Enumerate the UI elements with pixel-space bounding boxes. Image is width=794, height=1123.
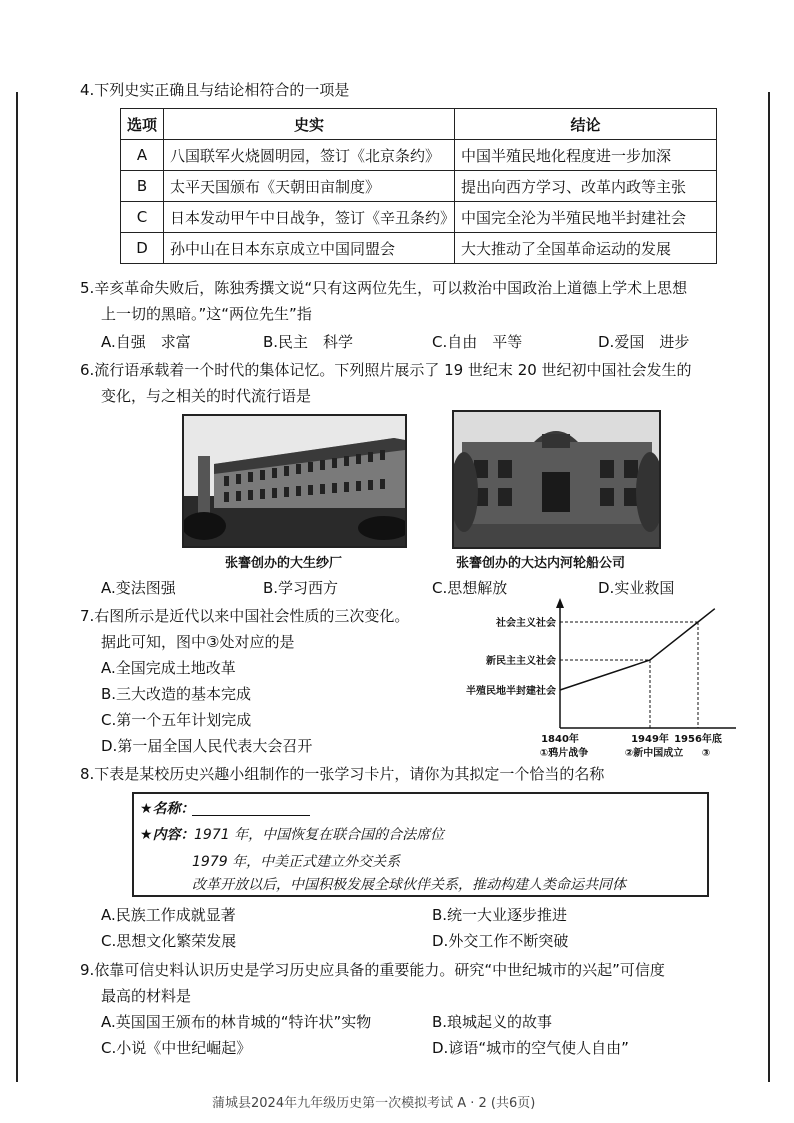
table-row <box>121 202 717 233</box>
study-card <box>132 792 709 897</box>
cell-fact: 日本发动甲午中日战争，签订《辛丑条约》 <box>164 202 455 233</box>
q6-option-b: B.学习西方 <box>263 579 339 597</box>
cell-option: C <box>121 202 164 233</box>
table-header-row <box>121 109 717 140</box>
table-row <box>121 171 717 202</box>
x-tick-label: 1840年 <box>541 734 579 745</box>
q7-option-c: C.第一个五年计划完成 <box>101 711 252 729</box>
col-conclusion: 结论 <box>455 109 717 140</box>
card-line-2: 1979 年，中美正式建立外交关系 <box>192 854 401 870</box>
q8-stem: 8.下表是某校历史兴趣小组制作的一张学习卡片，请你为其拟定一个恰当的名称 <box>80 765 605 783</box>
x-tick-note: ②新中国成立 <box>624 748 684 759</box>
photo-caption-1: 张謇创办的大生纱厂 <box>225 556 343 571</box>
card-line-1: 1971 年，中国恢复在联合国的合法席位 <box>194 827 445 843</box>
q6-stem-line2: 变化，与之相关的时代流行语是 <box>101 387 312 405</box>
photo-dada-shipping <box>452 410 661 549</box>
q7-option-a: A.全国完成土地改革 <box>101 659 236 677</box>
table-row <box>121 140 717 171</box>
q6-option-a: A.变法图强 <box>101 579 176 597</box>
x-tick-note: ③ <box>701 748 711 759</box>
q6-stem-line1: 6.流行语承载着一个时代的集体记忆。下列照片展示了 19 世纪末 20 世纪初中国社会发生的 <box>80 361 692 379</box>
x-tick-note: ①鸦片战争 <box>539 748 589 759</box>
cell-conclusion: 大大推动了全国革命运动的发展 <box>455 233 717 264</box>
y-level-label: 社会主义社会 <box>496 618 556 629</box>
col-fact: 史实 <box>164 109 455 140</box>
q5-stem-line2: 上一切的黑暗。”这“两位先生”指 <box>101 305 312 323</box>
card-name-label: ★名称： <box>140 801 195 817</box>
x-tick-label: 1949年 <box>631 734 669 745</box>
q5-option-b: B.民主 科学 <box>263 333 354 351</box>
q7-option-d: D.第一届全国人民代表大会召开 <box>101 737 313 755</box>
q9-option-d: D.谚语“城市的空气使人自由” <box>432 1039 629 1057</box>
q8-option-d: D.外交工作不断突破 <box>432 932 569 950</box>
q8-option-b: B.统一大业逐步推进 <box>432 906 568 924</box>
cell-option: A <box>121 140 164 171</box>
y-axis-arrow-icon <box>556 598 564 608</box>
q9-option-c: C.小说《中世纪崛起》 <box>101 1039 252 1057</box>
right-margin-rule <box>768 92 770 1082</box>
q9-option-a: A.英国国王颁布的林肯城的“特许状”实物 <box>101 1013 372 1031</box>
q5-option-a: A.自强 求富 <box>101 333 191 351</box>
q9-stem-line1: 9.依靠可信史料认识历史是学习历史应具备的重要能力。研究“中世纪城市的兴起”可信度 <box>80 961 665 979</box>
cell-option: B <box>121 171 164 202</box>
cell-conclusion: 提出向西方学习、改革内政等主张 <box>455 171 717 202</box>
q5-option-c: C.自由 平等 <box>432 333 523 351</box>
factory-photo-image <box>184 416 405 546</box>
series-line <box>560 609 715 690</box>
q5-stem-line1: 5.辛亥革命失败后，陈独秀撰文说“只有这两位先生，可以救治中国政治上道德上学术上思想 <box>80 279 688 297</box>
q4-table <box>120 108 717 264</box>
q7-option-b: B.三大改造的基本完成 <box>101 685 252 703</box>
y-level-label: 半殖民地半封建社会 <box>466 686 556 697</box>
card-line-3: 改革开放以后，中国积极发展全球伙伴关系，推动构建人类命运共同体 <box>192 877 626 893</box>
left-margin-rule <box>16 92 18 1082</box>
table-row <box>121 233 717 264</box>
q7-stem-line1: 7.右图所示是近代以来中国社会性质的三次变化。 <box>80 607 410 625</box>
q6-option-c: C.思想解放 <box>432 579 508 597</box>
q9-stem-line2: 最高的材料是 <box>101 987 192 1005</box>
col-option: 选项 <box>121 109 164 140</box>
q9-option-b: B.琅城起义的故事 <box>432 1013 553 1031</box>
cell-conclusion: 中国半殖民地化程度进一步加深 <box>455 140 717 171</box>
x-tick-label: 1956年底 <box>674 734 722 745</box>
cell-fact: 八国联军火烧圆明园，签订《北京条约》 <box>164 140 455 171</box>
society-nature-chart <box>440 596 740 766</box>
photo-dasheng-mill <box>182 414 407 548</box>
q6-option-d: D.实业救国 <box>598 579 675 597</box>
q4-stem: 4.下列史实正确且与结论相符合的一项是 <box>80 81 350 99</box>
cell-fact: 孙中山在日本东京成立中国同盟会 <box>164 233 455 264</box>
q8-option-c: C.思想文化繁荣发展 <box>101 932 237 950</box>
q5-option-d: D.爱国 进步 <box>598 333 690 351</box>
shipping-company-photo-image <box>454 412 659 547</box>
photo-caption-2: 张謇创办的大达内河轮船公司 <box>456 556 626 571</box>
q7-stem-line2: 据此可知，图中③处对应的是 <box>101 633 295 651</box>
card-name-blank <box>192 815 310 816</box>
y-level-label: 新民主主义社会 <box>486 656 556 667</box>
cell-option: D <box>121 233 164 264</box>
cell-fact: 太平天国颁布《天朝田亩制度》 <box>164 171 455 202</box>
page-footer: 蒲城县2024年九年级历史第一次模拟考试 A · 2 (共6页) <box>212 1096 536 1111</box>
card-content-label: ★内容： <box>140 827 195 843</box>
cell-conclusion: 中国完全沦为半殖民地半封建社会 <box>455 202 717 233</box>
q8-option-a: A.民族工作成就显著 <box>101 906 236 924</box>
